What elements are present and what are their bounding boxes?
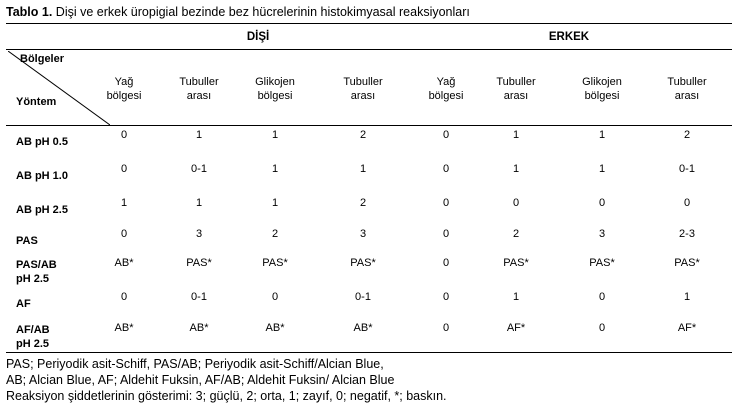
column-header-line: Yağ xyxy=(114,76,134,88)
table-cell: 0-1 xyxy=(191,291,207,303)
table-cell: PAS* xyxy=(262,257,288,269)
column-header xyxy=(563,75,641,103)
row-label-line: PAS xyxy=(16,235,38,247)
table-cell: 1 xyxy=(271,197,279,209)
column-header-line: arası xyxy=(350,90,376,102)
table-cell: 0 xyxy=(442,197,450,209)
footnote-intensity-legend: Reaksiyon şiddetlerinin gösterimi: 3; güçlü, 2; orta, 1; zayıf, 0; negatif, *; baskın. xyxy=(6,389,447,403)
column-header xyxy=(85,75,163,103)
column-header-line: Tubuller xyxy=(496,76,536,88)
column-header-line: Yağ xyxy=(436,76,456,88)
table-cell: 2 xyxy=(359,129,367,141)
row-label xyxy=(16,297,31,311)
table-cell: 1 xyxy=(195,197,203,209)
table-cell: 0 xyxy=(442,291,450,303)
table-cell: 1 xyxy=(271,129,279,141)
table-cell: PAS* xyxy=(350,257,376,269)
row-label-line: pH 2.5 xyxy=(16,338,50,350)
table-cell: 2 xyxy=(683,129,691,141)
row-label xyxy=(16,323,50,351)
table-cell: AB* xyxy=(265,322,285,334)
table-cell: 0 xyxy=(598,322,606,334)
table-cell: 1 xyxy=(512,163,520,175)
column-header-line: bölgesi xyxy=(257,90,293,102)
column-header-line: Tubuller xyxy=(343,76,383,88)
row-label xyxy=(16,258,57,286)
table-cell: 0 xyxy=(683,197,691,209)
column-header-line: Tubuller xyxy=(179,76,219,88)
row-label-line: AF xyxy=(16,298,31,310)
table-cell: 1 xyxy=(271,163,279,175)
table-cell: 2-3 xyxy=(679,228,695,240)
column-header-line: bölgesi xyxy=(428,90,464,102)
table-cell: 1 xyxy=(683,291,691,303)
column-header-line: Tubuller xyxy=(667,76,707,88)
top-rule xyxy=(6,23,732,24)
row-label-line: AB pH 2.5 xyxy=(16,204,68,216)
group-header-female: DİŞİ xyxy=(246,31,270,43)
table-cell: 0 xyxy=(598,197,606,209)
table-cell: 0 xyxy=(271,291,279,303)
column-header-line: Glikojen xyxy=(582,76,622,88)
table-cell: 1 xyxy=(598,129,606,141)
table-cell: AB* xyxy=(114,322,134,334)
caption-text: Dişi ve erkek üropigial bezinde bez hücrelerinin histokimyasal reaksiyonları xyxy=(52,5,470,19)
column-header-line: arası xyxy=(503,90,529,102)
corner-label-regions: Bölgeler xyxy=(20,53,65,65)
table-cell: PAS* xyxy=(186,257,212,269)
table-cell: 0-1 xyxy=(679,163,695,175)
table-cell: 2 xyxy=(271,228,279,240)
table-cell: 0 xyxy=(442,129,450,141)
table-cell: 0 xyxy=(442,163,450,175)
table-cell: AF* xyxy=(677,322,697,334)
group-rule xyxy=(6,49,732,50)
row-label-line: PAS/AB xyxy=(16,259,57,271)
column-header xyxy=(407,75,485,103)
table-cell: AB* xyxy=(353,322,373,334)
footnote-abbreviations-1: PAS; Periyodik asit-Schiff, PAS/AB; Periyodik asit-Schiff/Alcian Blue, xyxy=(6,357,384,371)
table-cell: 0 xyxy=(442,228,450,240)
table-cell: 1 xyxy=(512,291,520,303)
table-cell: PAS* xyxy=(503,257,529,269)
footnote-abbreviations-2: AB; Alcian Blue, AF; Aldehit Fuksin, AF/AB; Aldehit Fuksin/ Alcian Blue xyxy=(6,373,395,387)
column-header xyxy=(324,75,402,103)
row-label xyxy=(16,203,68,217)
column-header-line: Glikojen xyxy=(255,76,295,88)
column-header-line: bölgesi xyxy=(106,90,142,102)
column-header-line: arası xyxy=(186,90,212,102)
table-cell: 0 xyxy=(120,163,128,175)
table-cell: 2 xyxy=(359,197,367,209)
table-cell: 1 xyxy=(195,129,203,141)
table-cell: 1 xyxy=(512,129,520,141)
column-header xyxy=(236,75,314,103)
table-cell: 0 xyxy=(120,228,128,240)
table-cell: 0 xyxy=(512,197,520,209)
group-header-male: ERKEK xyxy=(548,31,590,43)
table-cell: 3 xyxy=(359,228,367,240)
table-caption xyxy=(6,5,470,19)
row-label xyxy=(16,234,38,248)
table-cell: PAS* xyxy=(589,257,615,269)
table-cell: 2 xyxy=(512,228,520,240)
column-header-line: arası xyxy=(674,90,700,102)
table-cell: 0 xyxy=(598,291,606,303)
row-label xyxy=(16,135,68,149)
caption-label: Tablo 1. xyxy=(6,5,53,19)
table-cell: 1 xyxy=(598,163,606,175)
table-cell: 3 xyxy=(195,228,203,240)
table-cell: 3 xyxy=(598,228,606,240)
column-header xyxy=(160,75,238,103)
table-cell: AB* xyxy=(189,322,209,334)
table-cell: 0 xyxy=(120,129,128,141)
table-cell: 0 xyxy=(442,322,450,334)
table-cell: 1 xyxy=(359,163,367,175)
table-cell: 1 xyxy=(120,197,128,209)
row-label-line: AF/AB xyxy=(16,324,50,336)
table-cell: AB* xyxy=(114,257,134,269)
column-header-line: bölgesi xyxy=(584,90,620,102)
column-header xyxy=(648,75,726,103)
row-label-line: pH 2.5 xyxy=(16,273,50,285)
table-cell: 0-1 xyxy=(355,291,371,303)
header-rule xyxy=(6,125,732,126)
row-label-line: AB pH 0.5 xyxy=(16,136,68,148)
bottom-rule xyxy=(6,352,732,353)
table-cell: PAS* xyxy=(674,257,700,269)
row-label xyxy=(16,169,68,183)
table-cell: 0-1 xyxy=(191,163,207,175)
table-cell: 0 xyxy=(442,257,450,269)
table-cell: AF* xyxy=(506,322,526,334)
table-cell: 0 xyxy=(120,291,128,303)
column-header xyxy=(477,75,555,103)
corner-label-method: Yöntem xyxy=(16,96,57,108)
row-label-line: AB pH 1.0 xyxy=(16,170,68,182)
